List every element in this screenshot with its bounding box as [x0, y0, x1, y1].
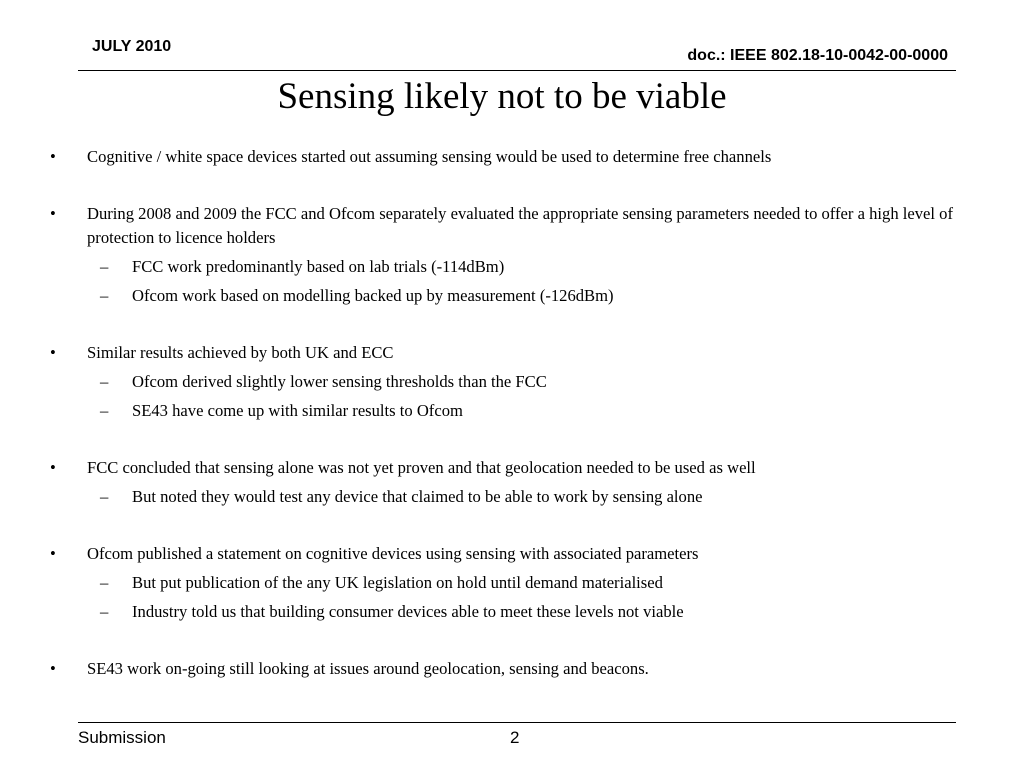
sub-bullet-text: FCC work predominantly based on lab trials (-114dBm) — [132, 257, 505, 276]
bullet-mark: • — [50, 659, 56, 678]
slide-title: Sensing likely not to be viable — [277, 76, 727, 117]
header-rule — [78, 70, 956, 71]
dash-mark: – — [100, 573, 109, 592]
bullet-text: During 2008 and 2009 the FCC and Ofcom separately evaluated the appropriate sensing parameters needed to offer a high level of protection to licence holders — [87, 204, 953, 247]
sub-bullet-text: But put publication of the any UK legislation on hold until demand materialised — [132, 573, 663, 592]
sub-bullet-item — [50, 255, 960, 279]
dash-mark: – — [100, 286, 109, 305]
bullet-text: Cognitive / white space devices started out assuming sensing would be used to determine free channels — [87, 147, 772, 166]
header-date: JULY 2010 — [92, 38, 172, 55]
dash-mark: – — [100, 487, 109, 506]
sub-bullet-text: Ofcom derived slightly lower sensing thresholds than the FCC — [132, 372, 547, 391]
dash-mark: – — [100, 257, 109, 276]
sub-bullet-text: Ofcom work based on modelling backed up by measurement (-126dBm) — [132, 286, 614, 305]
bullet-item — [50, 657, 960, 681]
dash-mark: – — [100, 372, 109, 391]
sub-bullet-item — [50, 485, 960, 509]
sub-bullet-item — [50, 399, 960, 423]
page-number: 2 — [510, 728, 520, 747]
header-doc-id: doc.: IEEE 802.18-10-0042-00-0000 — [687, 47, 948, 64]
sub-bullet-text: But noted they would test any device that claimed to be able to work by sensing alone — [132, 487, 703, 506]
bullet-mark: • — [50, 544, 56, 563]
bullet-mark: • — [50, 204, 56, 223]
bullet-text: SE43 work on-going still looking at issues around geolocation, sensing and beacons. — [87, 659, 649, 678]
bullet-item — [50, 202, 960, 250]
bullet-item — [50, 145, 960, 169]
bullet-text: Similar results achieved by both UK and ECC — [87, 343, 394, 362]
sub-bullet-item — [50, 600, 960, 624]
bullet-mark: • — [50, 147, 56, 166]
sub-bullet-item — [50, 284, 960, 308]
footer-submission: Submission — [78, 728, 166, 747]
bullet-item — [50, 341, 960, 365]
bullet-mark: • — [50, 458, 56, 477]
sub-bullet-text: SE43 have come up with similar results to Ofcom — [132, 401, 463, 420]
bullet-mark: • — [50, 343, 56, 362]
footer-rule — [78, 722, 956, 723]
bullet-text: FCC concluded that sensing alone was not yet proven and that geolocation needed to be used as well — [87, 458, 756, 477]
sub-bullet-item — [50, 370, 960, 394]
dash-mark: – — [100, 602, 109, 621]
bullet-item — [50, 542, 960, 566]
sub-bullet-text: Industry told us that building consumer devices able to meet these levels not viable — [132, 602, 684, 621]
dash-mark: – — [100, 401, 109, 420]
sub-bullet-item — [50, 571, 960, 595]
bullet-item — [50, 456, 960, 480]
bullet-text: Ofcom published a statement on cognitive devices using sensing with associated parameters — [87, 544, 699, 563]
slide-body — [50, 145, 960, 681]
